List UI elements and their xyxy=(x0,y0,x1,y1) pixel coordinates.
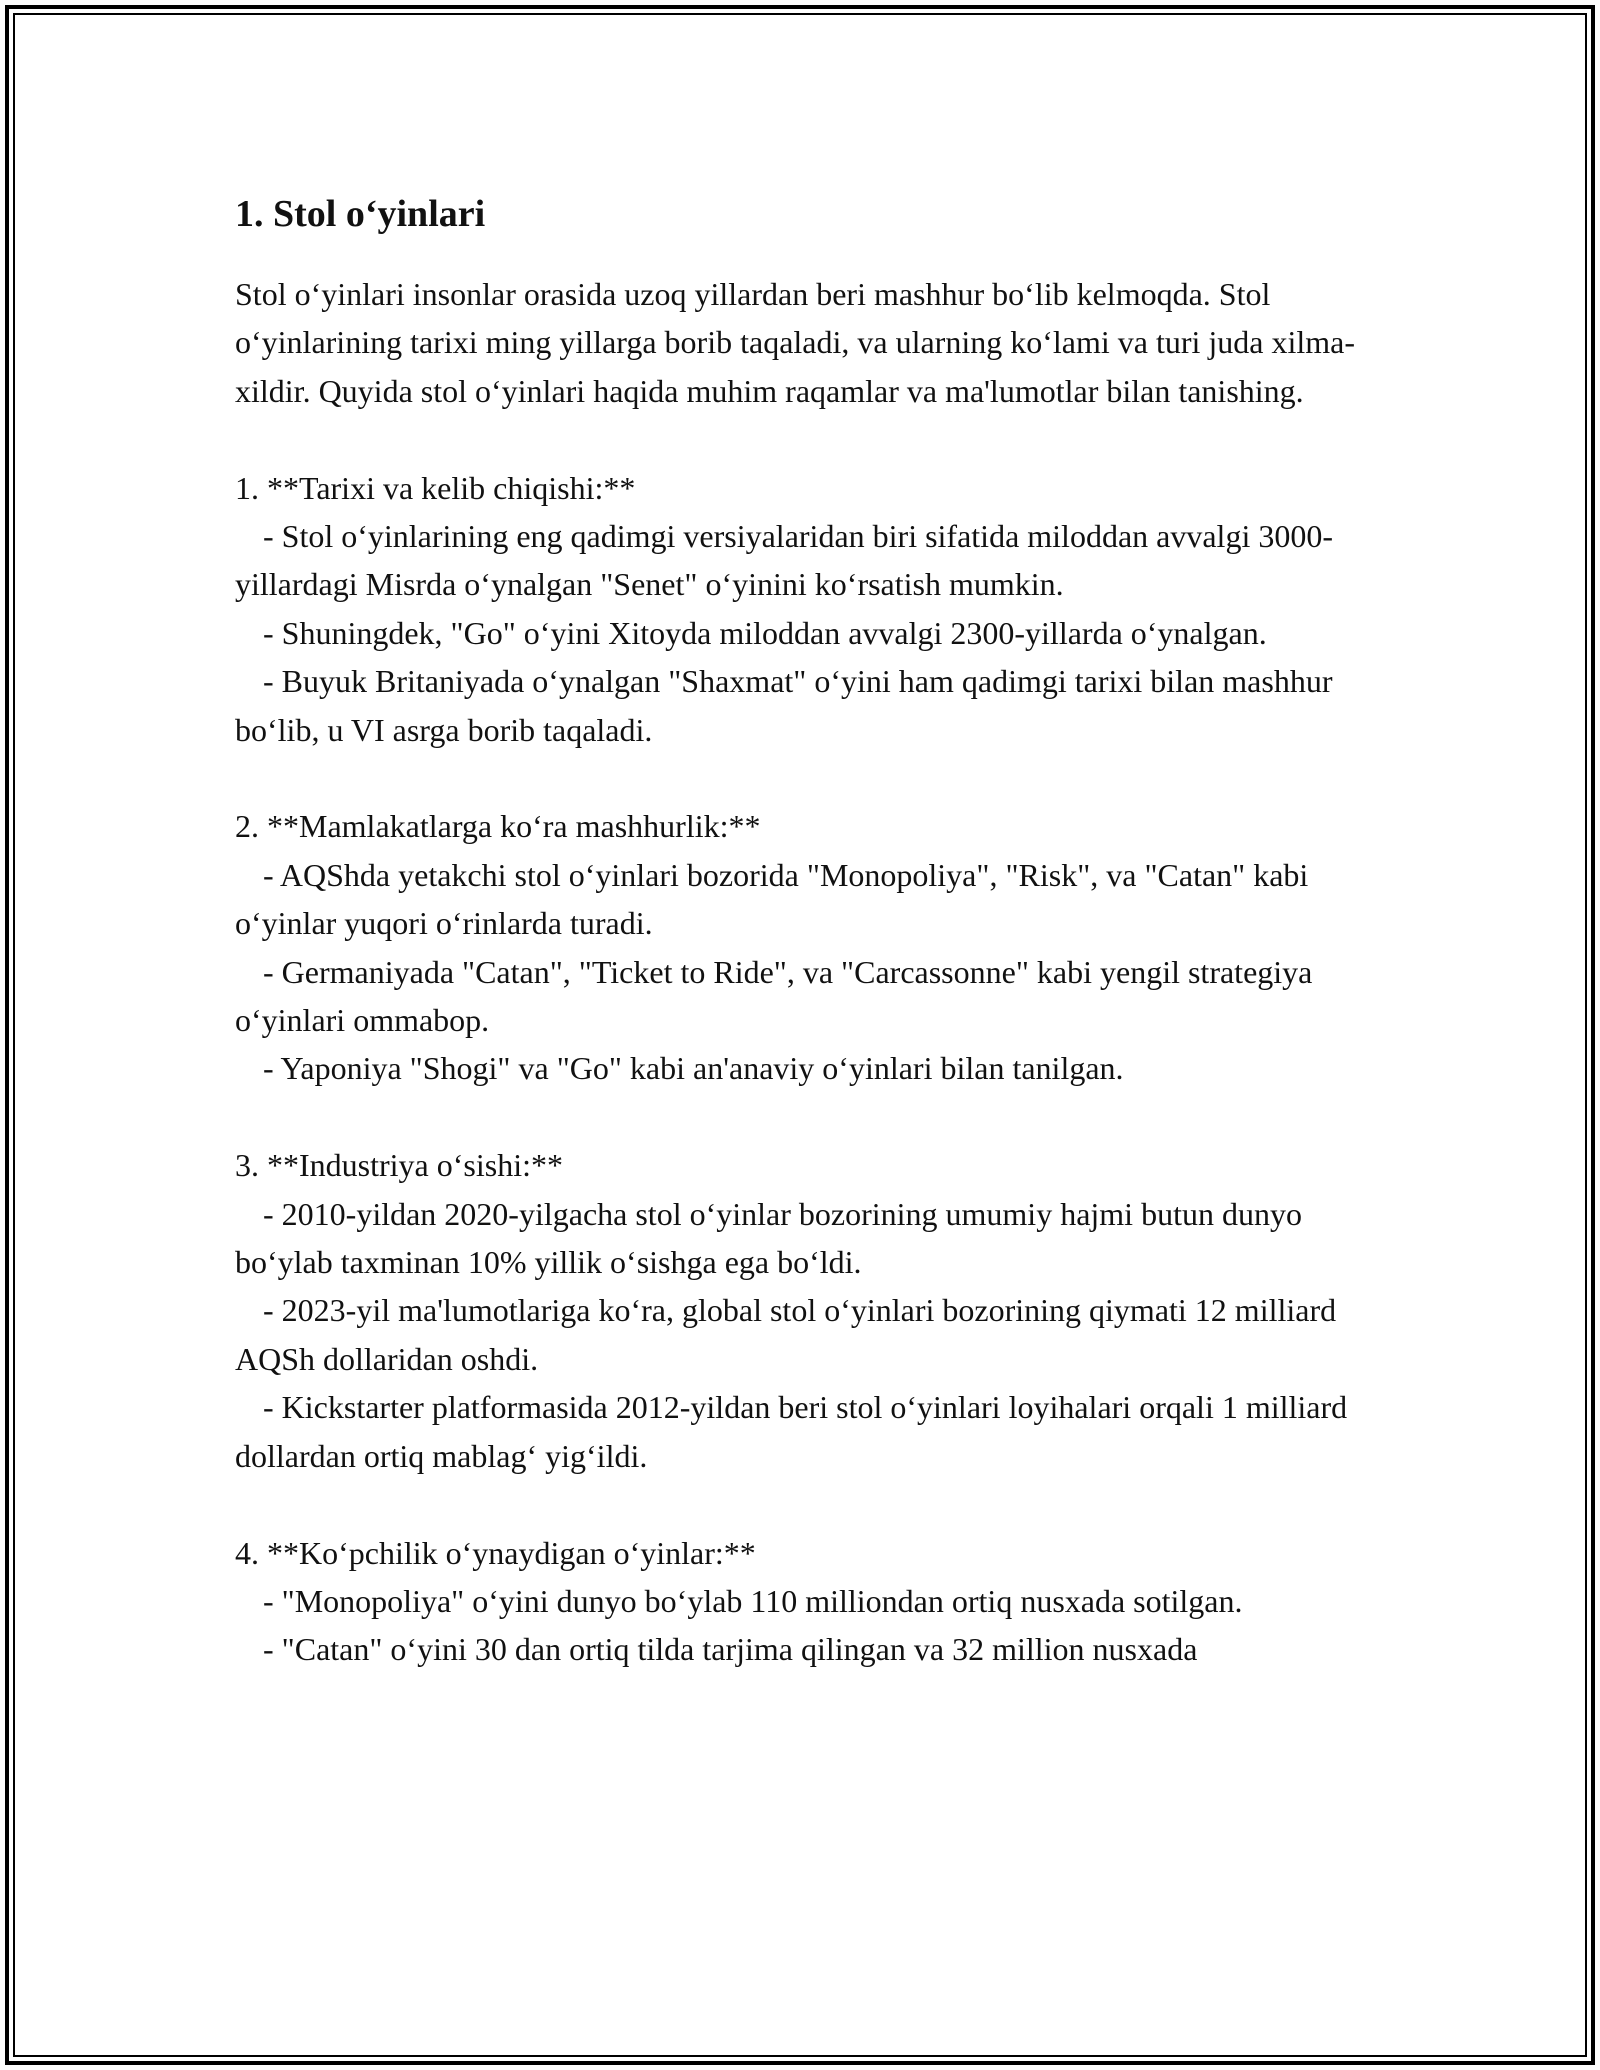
section-popular-games xyxy=(235,1529,1365,1674)
section-industry-growth xyxy=(235,1141,1365,1480)
list-item: - AQShda yetakchi stol o‘yinlari bozorida "Monopoliya", "Risk", va "Catan" kabi o‘yinlar yuqori o‘rinlarda turadi. xyxy=(235,856,1309,942)
list-item: - 2023-yil ma'lumotlariga ko‘ra, global stol o‘yinlari bozorining qiymati 12 milliard AQSh dollaridan oshdi. xyxy=(235,1292,1337,1377)
spacer xyxy=(235,1093,1365,1141)
list-item: - Germaniyada "Catan", "Ticket to Ride", va "Carcassonne" kabi yengil strategiya o‘yinlari ommabop. xyxy=(235,953,1313,1039)
spacer xyxy=(235,415,1365,463)
list-item: - "Catan" o‘yini 30 dan ortiq tilda tarjima qilingan va 32 million nusxada xyxy=(263,1631,1198,1668)
list-item: - Shuningdek, "Go" o‘yini Xitoyda miloddan avvalgi 2300-yillarda o‘ynalgan. xyxy=(263,614,1267,651)
list-item: - Yaponiya "Shogi" va "Go" kabi an'anaviy o‘yinlari bilan tanilgan. xyxy=(263,1050,1124,1087)
list-item: - 2010-yildan 2020-yilgacha stol o‘yinlar bozorining umumiy hajmi butun dunyo bo‘ylab taxminan 10% yillik o‘sishga ega bo‘ldi. xyxy=(235,1195,1302,1281)
section-history xyxy=(235,464,1365,754)
section-heading: 4. **Ko‘pchilik o‘ynaydigan o‘yinlar:** xyxy=(235,1534,756,1571)
list-item: - Stol o‘yinlarining eng qadimgi versiyalaridan biri sifatida miloddan avvalgi 3000-yillardagi Misrda o‘ynalgan "Senet" o‘yinini ko‘rsatish mumkin. xyxy=(235,518,1333,603)
list-item: - Kickstarter platformasida 2012-yildan beri stol o‘yinlari loyihalari orqali 1 milliard dollardan ortiq mablag‘ yig‘ildi. xyxy=(235,1389,1348,1474)
spacer xyxy=(235,1480,1365,1528)
section-heading: 2. **Mamlakatlarga ko‘ra mashhurlik:** xyxy=(235,808,761,845)
spacer xyxy=(235,754,1365,802)
document-title: 1. Stol o‘yinlari xyxy=(235,193,486,235)
list-item: - "Monopoliya" o‘yini dunyo bo‘ylab 110 milliondan ortiq nusxada sotilgan. xyxy=(263,1582,1243,1619)
list-item: - Buyuk Britaniyada o‘ynalgan "Shaxmat" o‘yini ham qadimgi tarixi bilan mashhur bo‘lib, u VI asrga borib taqaladi. xyxy=(235,663,1333,748)
section-popularity xyxy=(235,802,1365,1092)
section-heading: 1. **Tarixi va kelib chiqishi:** xyxy=(235,469,636,506)
document-body xyxy=(235,188,1365,1674)
intro-paragraph: Stol o‘yinlari insonlar orasida uzoq yillardan beri mashhur bo‘lib kelmoqda. Stol o‘yinlarining tarixi ming yillarga borib taqaladi, va ularning ko‘lami va turi juda xilma-xildir. Quyida stol o‘yinlari haqida muhim raqamlar va ma'lumotlar bilan tanishing. xyxy=(235,276,1356,409)
section-heading: 3. **Industriya o‘sishi:** xyxy=(235,1147,563,1184)
